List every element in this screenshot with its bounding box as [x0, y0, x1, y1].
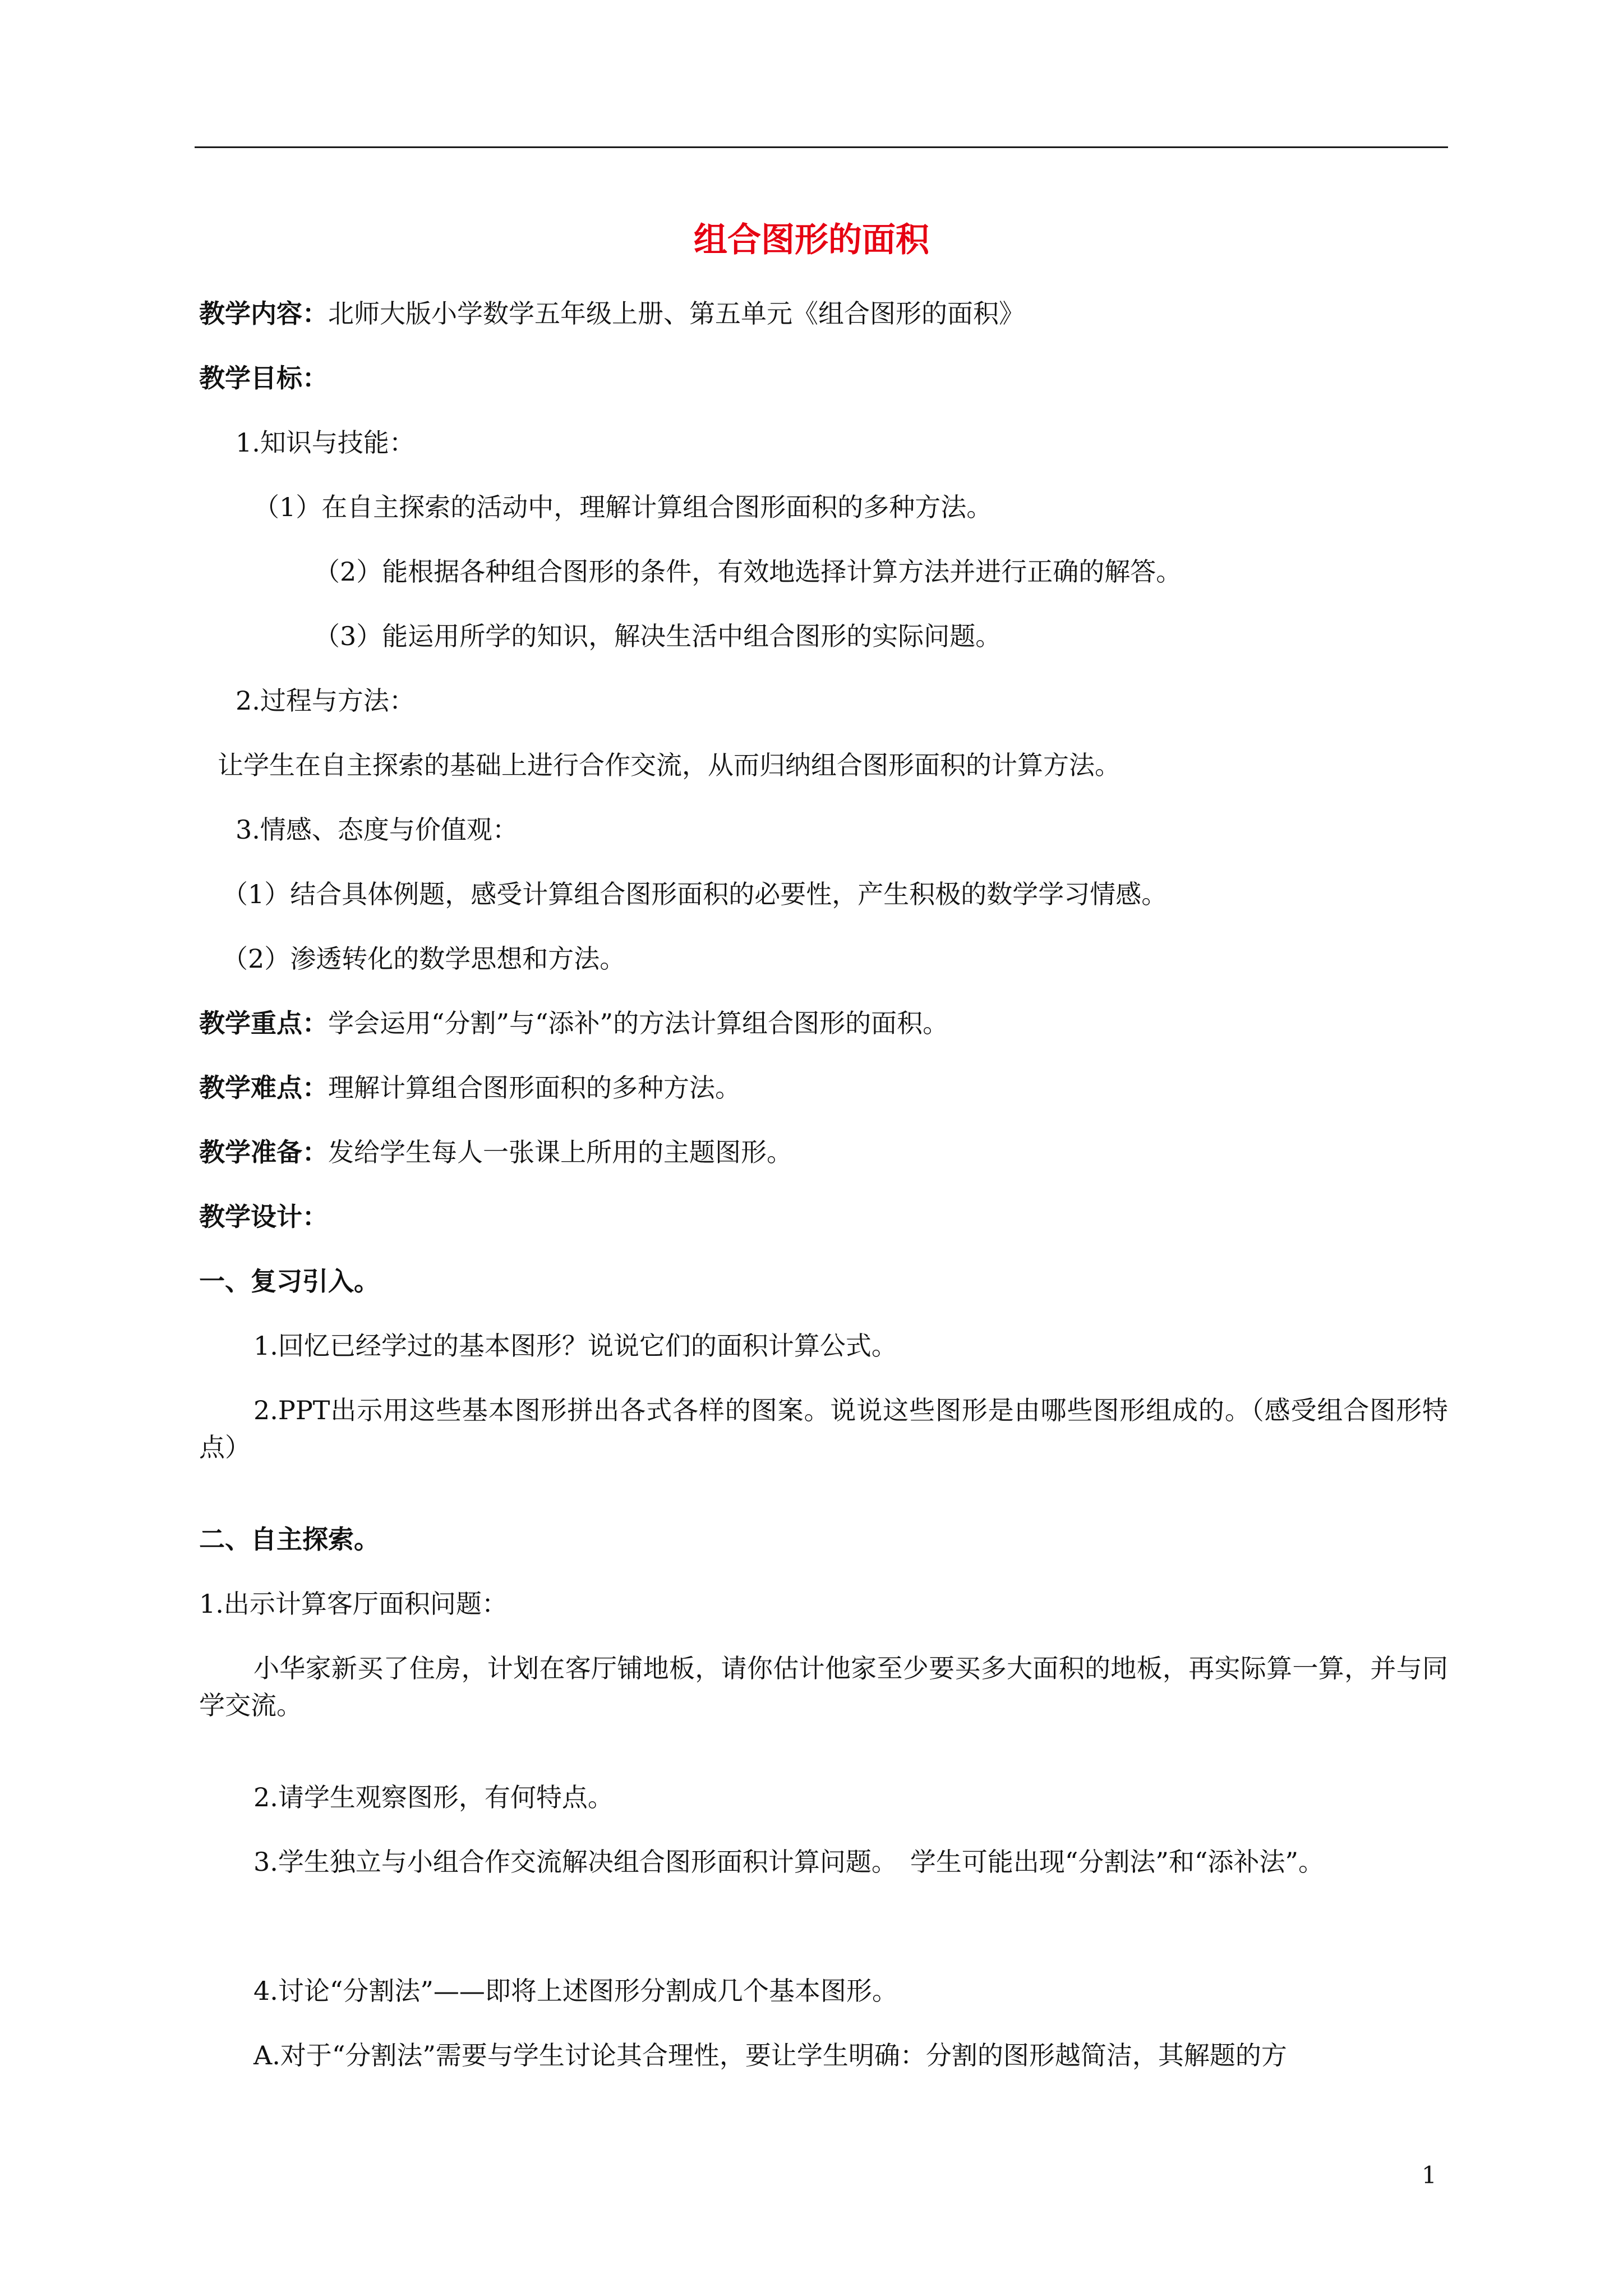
- key-point-text: 学会运用“分割”与“添补”的方法计算组合图形的面积。: [328, 1008, 949, 1038]
- section2-item-4: 4.讨论“分割法”——即将上述图形分割成几个基本图形。: [253, 1976, 898, 2006]
- knowledge-item-3: （3）能运用所学的知识，解决生活中组合图形的实际问题。: [314, 621, 1002, 651]
- page-number: 1: [1422, 2161, 1437, 2189]
- section2-heading-text: 二、自主探索。: [199, 1524, 380, 1554]
- difficulty-line: [199, 1069, 1448, 1106]
- preparation-text: 发给学生每人一张课上所用的主题图形。: [328, 1137, 792, 1167]
- preparation-line: [199, 1134, 1448, 1171]
- section2-item-4a: A.对于“分割法”需要与学生讨论其合理性，要让学生明确：分割的图形越简洁，其解题的方: [253, 2040, 1287, 2070]
- document-title: 组合图形的面积: [694, 220, 929, 260]
- section1-heading-text: 一、复习引入。: [199, 1266, 380, 1296]
- objectives-heading: [199, 360, 1448, 397]
- emotion-item-2: （2）渗透转化的数学思想和方法。: [222, 944, 626, 974]
- process-heading: 2.过程与方法：: [236, 685, 415, 716]
- preparation-label: 教学准备：: [199, 1137, 328, 1167]
- knowledge-heading: 1.知识与技能：: [236, 427, 415, 458]
- key-point-line: [199, 1005, 1448, 1042]
- teaching-content-value: 北师大版小学数学五年级上册、第五单元《组合图形的面积》: [328, 298, 1025, 329]
- design-label: 教学设计：: [199, 1202, 328, 1232]
- knowledge-item-2: （2）能根据各种组合图形的条件，有效地选择计算方法并进行正确的解答。: [314, 556, 1182, 587]
- teaching-content-label: 教学内容：: [199, 298, 328, 329]
- section2-item-3: 3.学生独立与小组合作交流解决组合图形面积计算问题。 学生可能出现“分割法”和“添补法”。: [253, 1847, 1324, 1877]
- design-heading: [199, 1198, 1448, 1235]
- knowledge-item-1: （1）在自主探索的活动中，理解计算组合图形面积的多种方法。: [253, 492, 993, 522]
- difficulty-label: 教学难点：: [199, 1073, 328, 1103]
- key-point-label: 教学重点：: [199, 1008, 328, 1038]
- section2-item-2: 2.请学生观察图形，有何特点。: [253, 1782, 614, 1812]
- process-text: 让学生在自主探索的基础上进行合作交流，从而归纳组合图形面积的计算方法。: [218, 750, 1121, 780]
- section2-item-1: 1.出示计算客厅面积问题：: [199, 1589, 508, 1619]
- objectives-label: 教学目标：: [199, 363, 328, 393]
- emotion-heading: 3.情感、态度与价值观：: [236, 815, 518, 845]
- section1-item-2: 2.PPT出示用这些基本图形拼出各式各样的图案。说说这些图形是由哪些图形组成的。（感受组合图形特点）: [199, 1395, 1448, 1462]
- section1-heading: [199, 1263, 1448, 1300]
- section2-problem: 小华家新买了住房，计划在客厅铺地板，请你估计他家至少要买多大面积的地板，再实际算一算，并与同学交流。: [199, 1653, 1448, 1720]
- section2-heading: [199, 1521, 1448, 1558]
- teaching-content-line: [199, 295, 1448, 332]
- header-rule: [195, 146, 1448, 148]
- emotion-item-1: （1）结合具体例题，感受计算组合图形面积的必要性，产生积极的数学学习情感。: [222, 879, 1168, 909]
- difficulty-text: 理解计算组合图形面积的多种方法。: [328, 1073, 741, 1103]
- section1-item-1: 1.回忆已经学过的基本图形？说说它们的面积计算公式。: [253, 1331, 897, 1361]
